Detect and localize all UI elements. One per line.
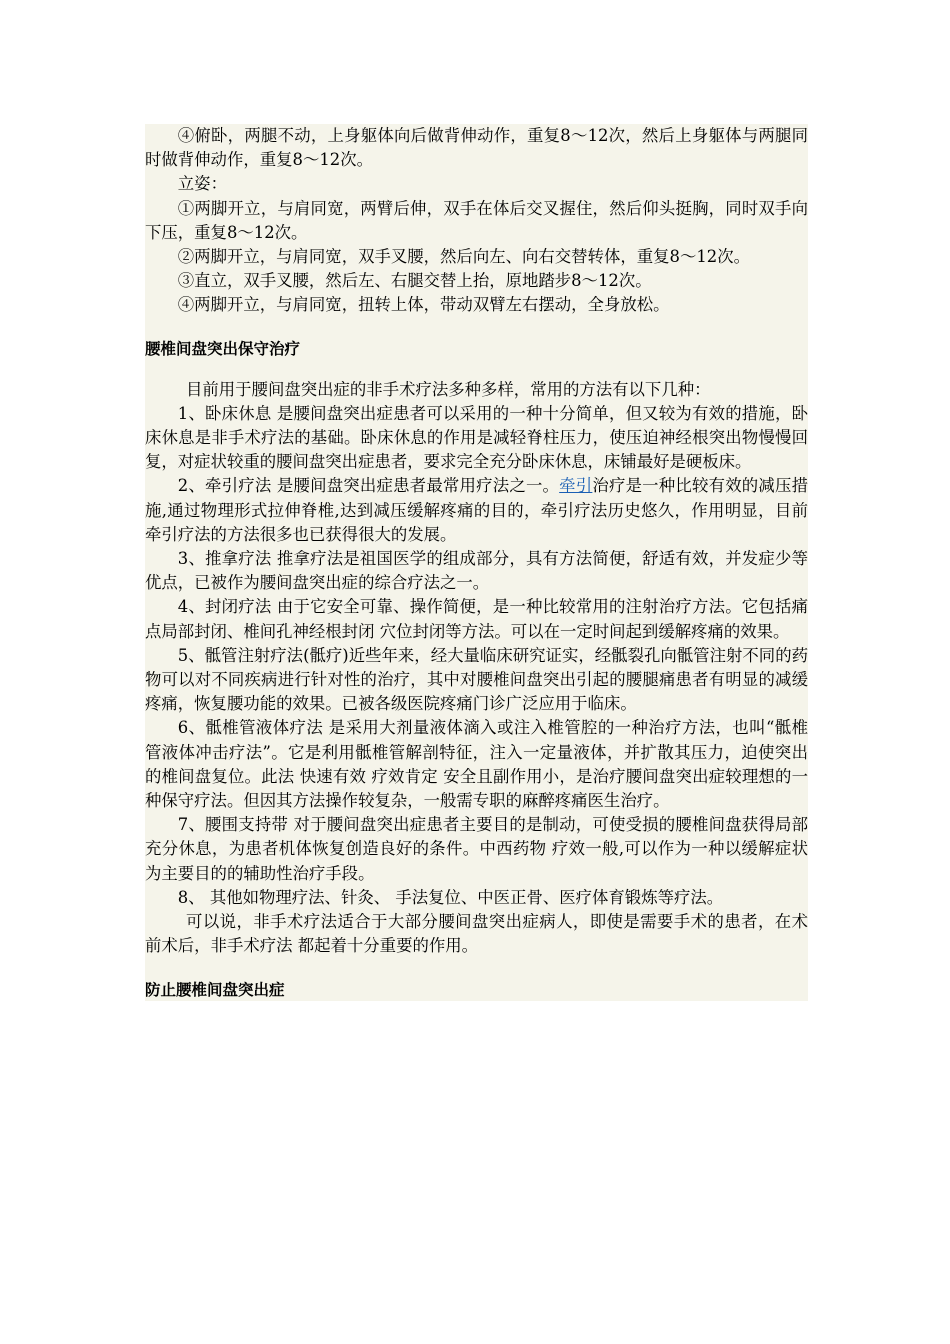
paragraph-sacral-injection: 5、骶管注射疗法(骶疗)近些年来，经大量临床研究证实，经骶裂孔向骶管注射不同的药物可以对不同疾病进行针对性的治疗，其中对腰椎间盘突出引起的腰腿痛患者有明显的减缓疼痛，恢复腰功能的效果。已被各级医院疼痛门诊广泛应用于临床。 (145, 645, 808, 714)
paragraph-standing-2: ②两脚开立，与肩同宽，双手叉腰，然后向左、向右交替转体，重复8～12次。 (177, 247, 750, 267)
traction-link[interactable]: 牵引 (559, 476, 593, 496)
section-heading-prevention: 防止腰椎间盘突出症 (145, 980, 285, 999)
paragraph-intro: 目前用于腰间盘突出症的非手术疗法多种多样，常用的方法有以下几种： (186, 379, 711, 399)
paragraph-lumbar-support: 7、腰围支持带 对于腰间盘突出症患者主要目的是制动，可使受损的腰椎间盘获得局部充分休息，为患者机体恢复创造良好的条件。中西药物 疗效一般,可以作为一种以缓解症状为主要目的的辅助性治疗手段。 (145, 815, 808, 883)
paragraph-traction (145, 474, 808, 547)
paragraph-standing-4: ④两脚开立，与肩同宽，扭转上体，带动双臂左右摆动，全身放松。 (177, 295, 670, 315)
paragraph-bed-rest: 1、卧床休息 是腰间盘突出症患者可以采用的一种十分简单，但又较为有效的措施，卧床休息是非手术疗法的基础。卧床休息的作用是减轻脊柱压力，使压迫神经根突出物慢慢回复，对症状较重的腰间盘突出症患者，要求完全充分卧床休息，床铺最好是硬板床。 (145, 403, 808, 472)
paragraph-conclusion: 可以说，非手术疗法适合于大部分腰间盘突出症病人，即使是需要手术的患者，在术前术后，非手术疗法 都起着十分重要的作用。 (145, 912, 808, 956)
paragraph-prone-exercise: ④俯卧，两腿不动，上身躯体向后做背伸动作，重复8～12次，然后上身躯体与两腿同时做背伸动作，重复8～12次。 (145, 126, 808, 170)
paragraph-other-therapies: 8、 其他如物理疗法、针灸、 手法复位、中医正骨、医疗体育锻炼等疗法。 (177, 887, 724, 907)
article-body (145, 124, 808, 1001)
paragraph-standing-1: ①两脚开立，与肩同宽，两臂后伸，双手在体后交叉握住，然后仰头挺胸，同时双手向下压，重复8～12次。 (145, 198, 808, 242)
paragraph-massage: 3、推拿疗法 推拿疗法是祖国医学的组成部分，具有方法简便，舒适有效，并发症少等优点，已被作为腰间盘突出症的综合疗法之一。 (145, 549, 808, 593)
paragraph-standing-label: 立姿： (177, 174, 227, 194)
traction-text-after: 治疗是一种比较有效的减压措施,通过物理形式拉伸脊椎,达到减压缓解疼痛的目的，牵引疗法历史悠久，作用明显，目前牵引疗法的方法很多也已获得很大的发展。 (145, 476, 809, 544)
traction-text-before: 2、牵引疗法 是腰间盘突出症患者最常用疗法之一。 (177, 476, 560, 496)
paragraph-block-therapy: 4、封闭疗法 由于它安全可靠、操作简便，是一种比较常用的注射治疗方法。它包括痛点局部封闭、椎间孔神经根封闭 穴位封闭等方法。可以在一定时间起到缓解疼痛的效果。 (145, 597, 808, 641)
paragraph-sacral-fluid: 6、骶椎管液体疗法 是采用大剂量液体滴入或注入椎管腔的一种治疗方法，也叫“骶椎管液体冲击疗法”。它是利用骶椎管解剖特征，注入一定量液体，并扩散其压力，迫使突出的椎间盘复位。此法 快速有效 疗效肯定 安全且副作用小，是治疗腰间盘突出症较理想的一种保守疗法。但因其方法操作较复杂，一般需专职的麻醉疼痛医生治疗。 (145, 718, 808, 811)
paragraph-standing-3: ③直立，双手叉腰，然后左、右腿交替上抬，原地踏步8～12次。 (177, 271, 652, 291)
section-heading-conservative-treatment: 腰椎间盘突出保守治疗 (145, 339, 301, 358)
